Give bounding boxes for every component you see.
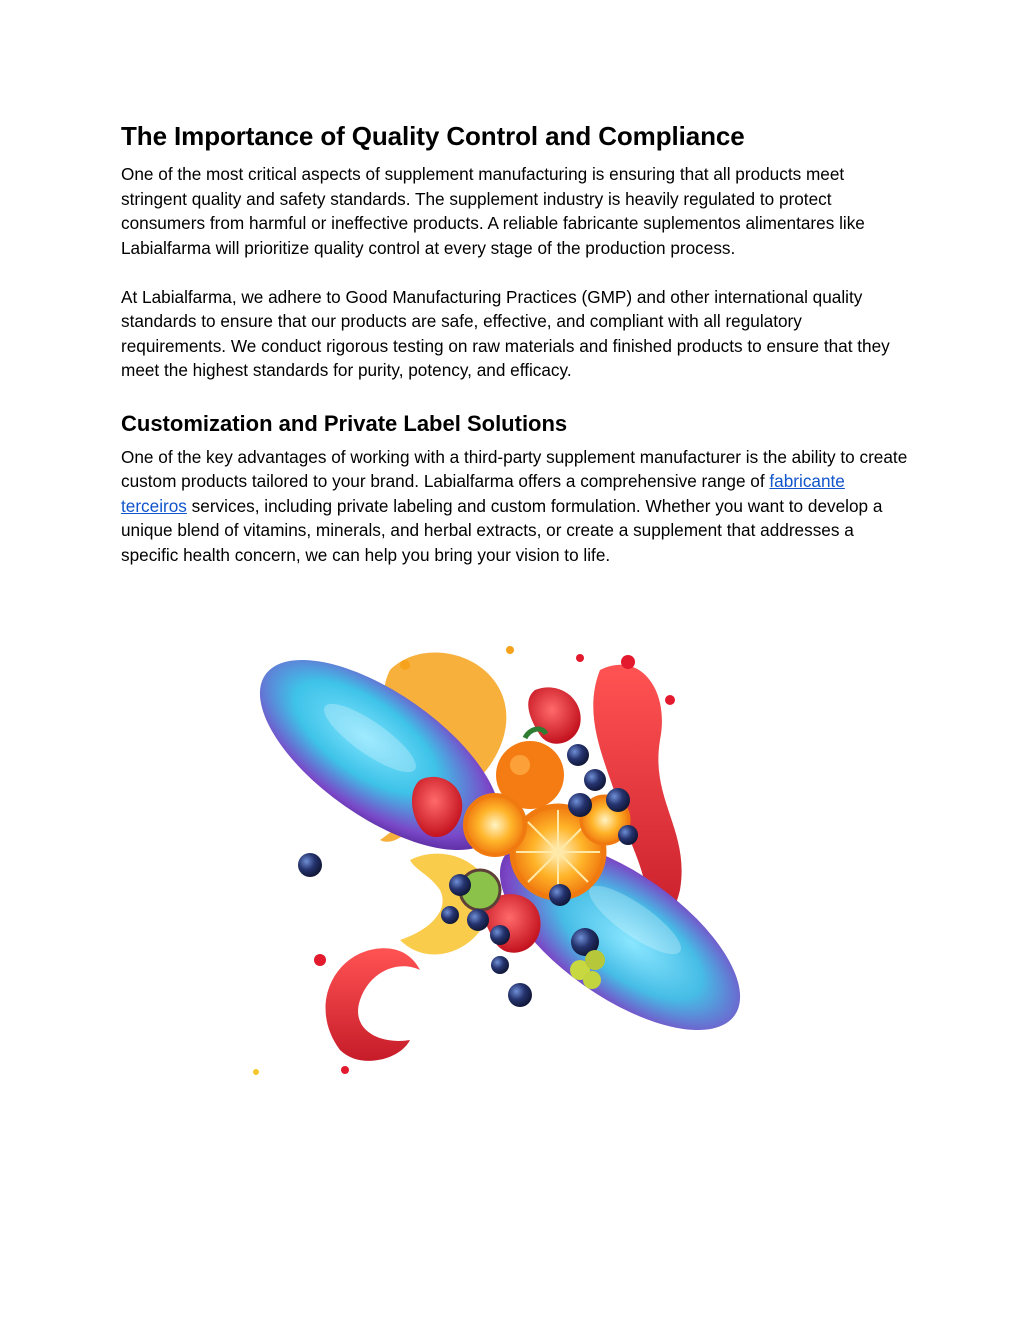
softgel-fruit-splash-image: [250, 630, 750, 1080]
paragraph-text-after-link: services, including private labeling and custom formulation. Whether you want to develop a unique blend of vitamins, minerals, and herbal extracts, or create a supplement that addresses a specific health concern, we can help you bring your vision to life.: [121, 495, 883, 565]
paragraph-gmp: At Labialfarma, we adhere to Good Manufacturing Practices (GMP) and other international quality standards to ensure that our products are safe, effective, and compliant with all regulatory requirements. We conduct rigorous testing on raw materials and finished products to ensure that they meet the highest standards for purity, potency, and efficacy.: [121, 286, 890, 380]
softgel-capsules-with-fruit-splash-icon: [250, 630, 750, 1080]
paragraph-customization: [121, 445, 911, 568]
section-heading-quality-control: The Importance of Quality Control and Compliance: [121, 121, 745, 151]
paragraph-text-before-link: One of the key advantages of working with a third-party supplement manufacturer is the ability to create custom products tailored to your brand. Labialfarma offers a comprehensive range of: [121, 446, 908, 491]
document-page: [121, 118, 911, 567]
section-heading-customization: Customization and Private Label Solutions: [121, 410, 568, 436]
fabricante-terceiros-link[interactable]: fabricante terceiros: [121, 471, 845, 516]
paragraph-quality-intro: One of the most critical aspects of supplement manufacturing is ensuring that all products meet stringent quality and safety standards. The supplement industry is heavily regulated to protect consumers from harmful or ineffective products. A reliable fabricante suplementos alimentares like Labialfarma will prioritize quality control at every stage of the production process.: [121, 164, 865, 258]
